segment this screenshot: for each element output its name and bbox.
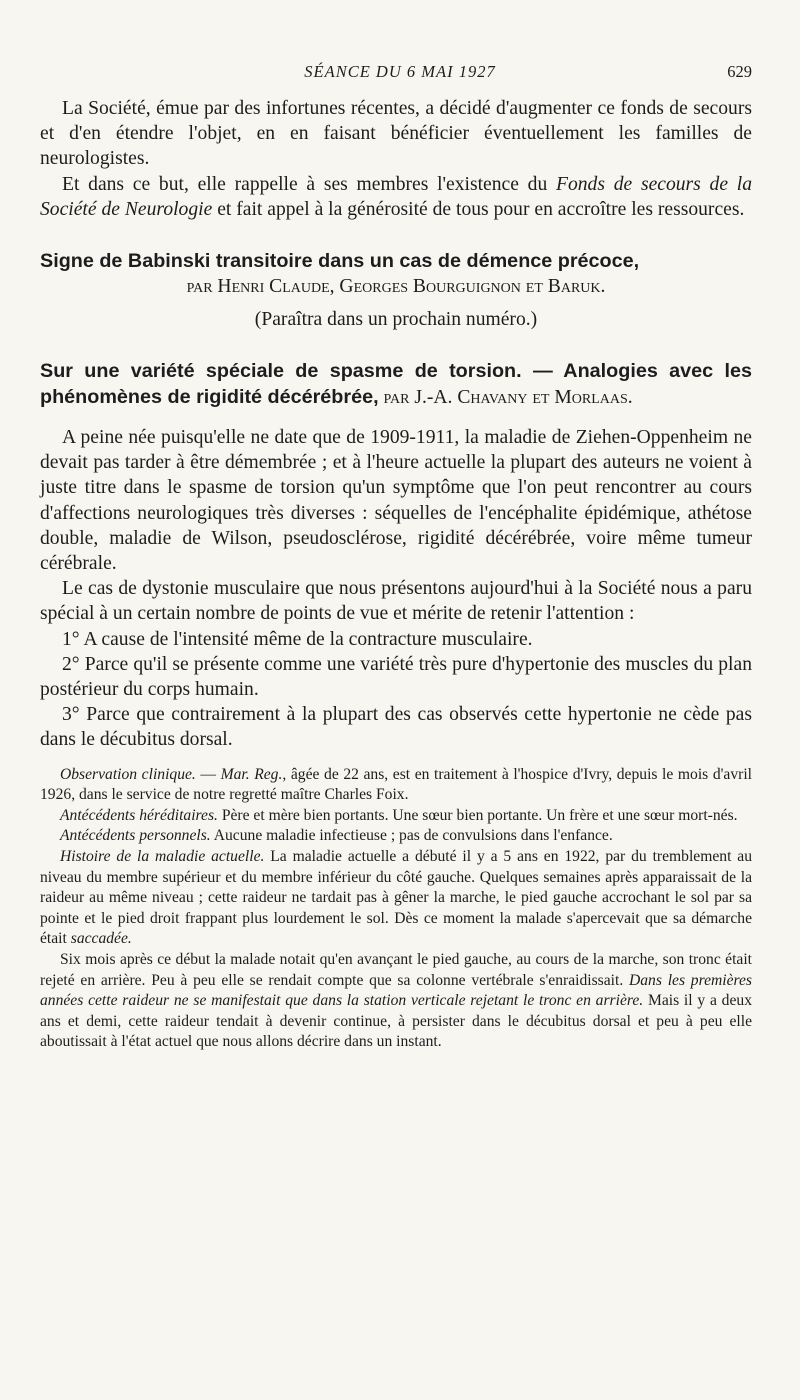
- observation-clinique: Observation clinique. — Mar. Reg., âgée de 22 ans, est en traitement à l'hospice d'Ivry, depuis le mois d'avril 1926, dans le service de notre regretté maître Charles Foix.: [40, 765, 753, 804]
- article-2-point-1: 1° A cause de l'intensité même de la contracture musculaire.: [62, 628, 533, 650]
- page-number: 629: [727, 62, 752, 81]
- article-1-title: Signe de Babinski transitoire dans un cas de démence précoce,: [40, 250, 640, 273]
- intro-paragraph-1: La Société, émue par des infortunes récentes, a décidé d'augmenter ce fonds de secours et d'en étendre l'objet, en en faisant bénéficier éventuellement les familles de neurologistes.: [40, 98, 752, 170]
- article-2-heading: [40, 358, 752, 411]
- article-2-title: Sur une variété spéciale de spasme de torsion. — Analogies avec les phénomènes de rigidité décérébrée,: [40, 360, 752, 409]
- article-2-paragraph-1: A peine née puisqu'elle ne date que de 1909-1911, la maladie de Ziehen-Oppenheim ne devait pas tarder à être démembrée ; et à l'heure actuelle la plupart des auteurs ne voient à juste titre dans le spasme de torsion qu'un symptôme que l'on peut rencontrer au cours d'affections neurologiques très diverses : séquelles de l'encéphalite épidémique, athétose double, maladie de Wilson, pseudosclérose, rigidité décérébrée, voire même tumeur cérébrale.: [40, 427, 752, 575]
- antecedents-hereditaires: Antécédents héréditaires. Père et mère bien portants. Une sœur bien portante. Un frère et une sœur mort-nés.: [60, 806, 738, 824]
- running-head-title: SÉANCE DU 6 MAI 1927: [304, 62, 496, 81]
- page-body: [40, 96, 752, 1053]
- intro-paragraph-2: Et dans ce but, elle rappelle à ses membres l'existence du Fonds de secours de la Société de Neurologie et fait appel à la générosité de tous pour en accroître les ressources.: [40, 173, 752, 220]
- article-2-point-3: 3° Parce que contrairement à la plupart des cas observés cette hypertonie ne cède pas dans le décubitus dorsal.: [40, 704, 752, 751]
- article-2-paragraph-2: Le cas de dystonie musculaire que nous présentons aujourd'hui à la Société nous a paru spécial à un certain nombre de points de vue et mérite de retenir l'attention :: [40, 578, 752, 625]
- article-2-point-2: 2° Parce qu'il se présente comme une variété très pure d'hypertonie des muscles du plan postérieur du corps humain.: [40, 653, 752, 701]
- running-head: [0, 62, 800, 86]
- fund-name: Fonds de secours de la Société de Neurologie: [40, 173, 752, 220]
- six-mois-apres: Six mois après ce début la malade notait qu'en avançant le pied gauche, au cours de la marche, son tronc était rejeté en arrière. Peu à peu elle se rendait compte que sa colonne vertébrale s'enraidissait. Dans les premières années cette raideur ne se manifestait que dans la station verticale rejetant le tronc en arrière. Mais il y a deux ans et demi, cette raideur tendait à devenir continue, à persister dans le décubitus dorsal et peu à peu elle aboutissait à l'état actuel que nous allons décrire dans un instant.: [40, 951, 752, 1051]
- antecedents-personnels: Antécédents personnels. Aucune maladie infectieuse ; pas de convulsions dans l'enfance.: [60, 827, 613, 845]
- article-1-authors: par Henri Claude, Georges Bourguignon et Baruk.: [186, 276, 606, 298]
- article-1-note: (Paraîtra dans un prochain numéro.): [254, 309, 538, 331]
- histoire-maladie: Histoire de la maladie actuelle. La maladie actuelle a débuté il y a 5 ans en 1922, par du tremblement au niveau du membre supérieur et du membre inférieur du côté gauche. Quelques semaines après apparaissait de la raideur au même niveau ; cette raideur ne tardait pas à gêner la marche, le pied gauche accrochant le sol par sa pointe et le pied droit frappant plus lourdement le sol. Dès ce moment la malade s'apercevait que sa démarche était saccadée.: [40, 848, 752, 948]
- article-2-authors: par J.-A. Chavany et Morlaas.: [378, 387, 633, 409]
